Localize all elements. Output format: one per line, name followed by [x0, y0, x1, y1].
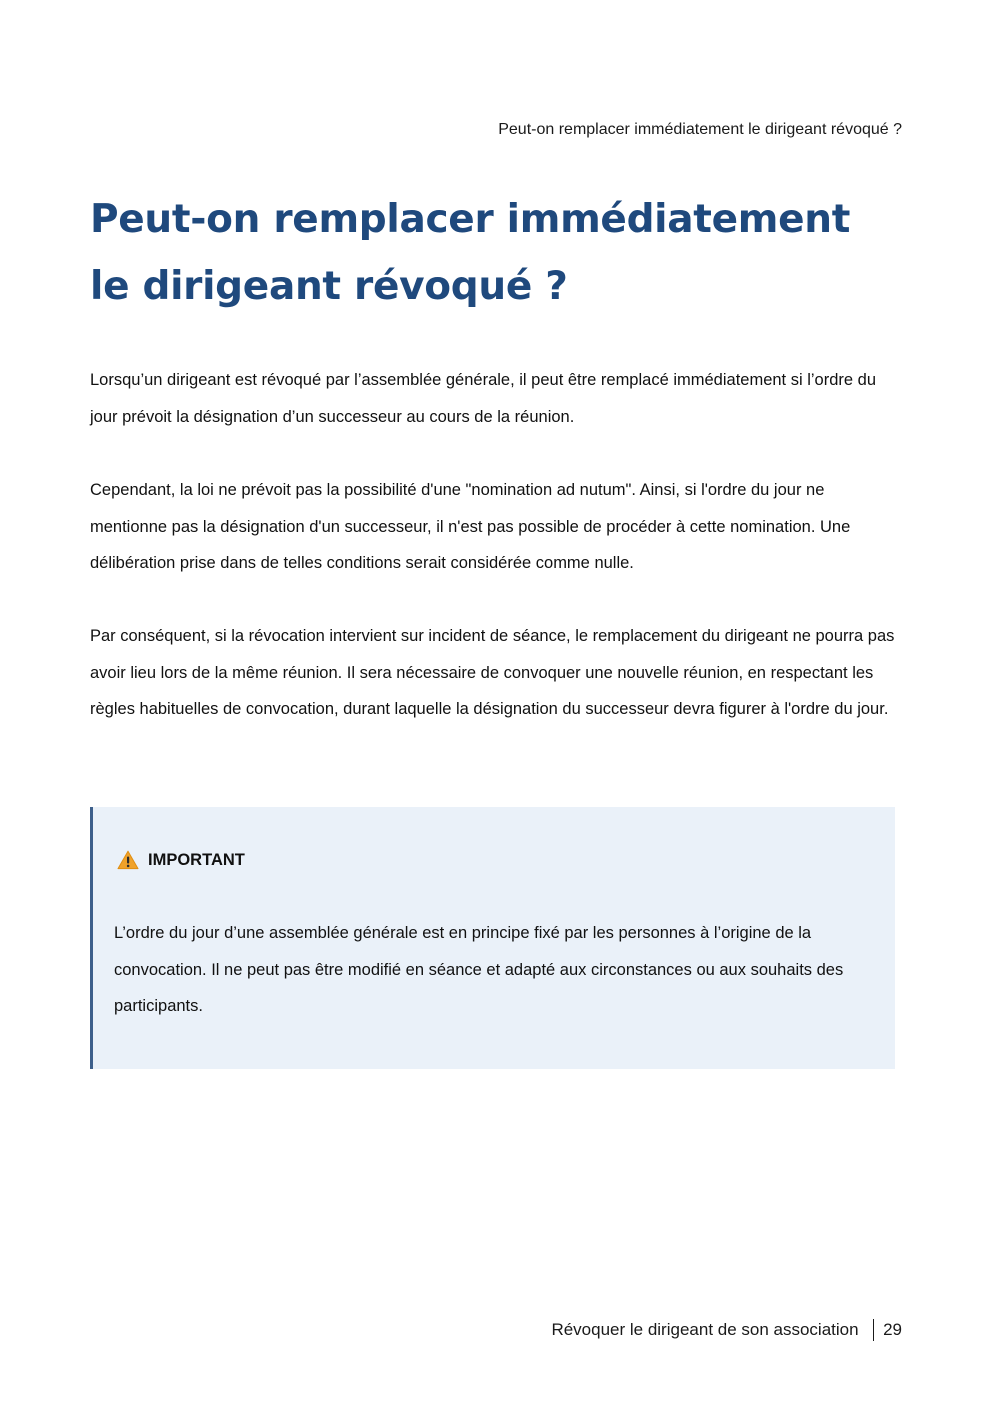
page-footer — [551, 1318, 902, 1342]
page-title: Peut-on remplacer immédiatement le dirigeant révoqué ? — [90, 197, 851, 309]
important-callout — [90, 807, 895, 1069]
paragraph-text: Par conséquent, si la révocation intervient sur incident de séance, le remplacement du dirigeant ne pourra pas avoir lieu lors de la même réunion. Il sera nécessaire de convoquer une nouvelle réunion, en respectant les règles habituelles de convocation, durant laquelle la désignation du successeur devra figurer à l'ordre du jour. — [90, 627, 895, 719]
callout-heading — [117, 849, 245, 871]
body-paragraph-3 — [90, 618, 902, 728]
page-number: 29 — [883, 1320, 902, 1339]
footer-separator — [873, 1319, 875, 1341]
warning-icon — [117, 850, 139, 870]
callout-label: IMPORTANT — [148, 851, 245, 869]
paragraph-text: Cependant, la loi ne prévoit pas la possibilité d'une "nomination ad nutum". Ainsi, si l'ordre du jour ne mentionne pas la désignation d'un successeur, il n'est pas possible de procéder à cette nomination. Une délibération prise dans de telles conditions serait considérée comme nulle. — [90, 481, 851, 573]
callout-paragraph: L’ordre du jour d’une assemblée générale est en principe fixé par les personnes à l’origine de la convocation. Il ne peut pas être modifié en séance et adapté aux circonstances ou aux souhaits des participants. — [114, 924, 844, 1016]
running-header: Peut-on remplacer immédiatement le dirigeant révoqué ? — [498, 121, 902, 138]
callout-text — [114, 915, 884, 1025]
body-paragraph-1 — [90, 362, 902, 435]
paragraph-text: Lorsqu’un dirigeant est révoqué par l’assemblée générale, il peut être remplacé immédiatement si l’ordre du jour prévoit la désignation d’un successeur au cours de la réunion. — [90, 371, 877, 426]
body-paragraph-2 — [90, 472, 902, 582]
footer-document-title: Révoquer le dirigeant de son association — [551, 1320, 859, 1339]
